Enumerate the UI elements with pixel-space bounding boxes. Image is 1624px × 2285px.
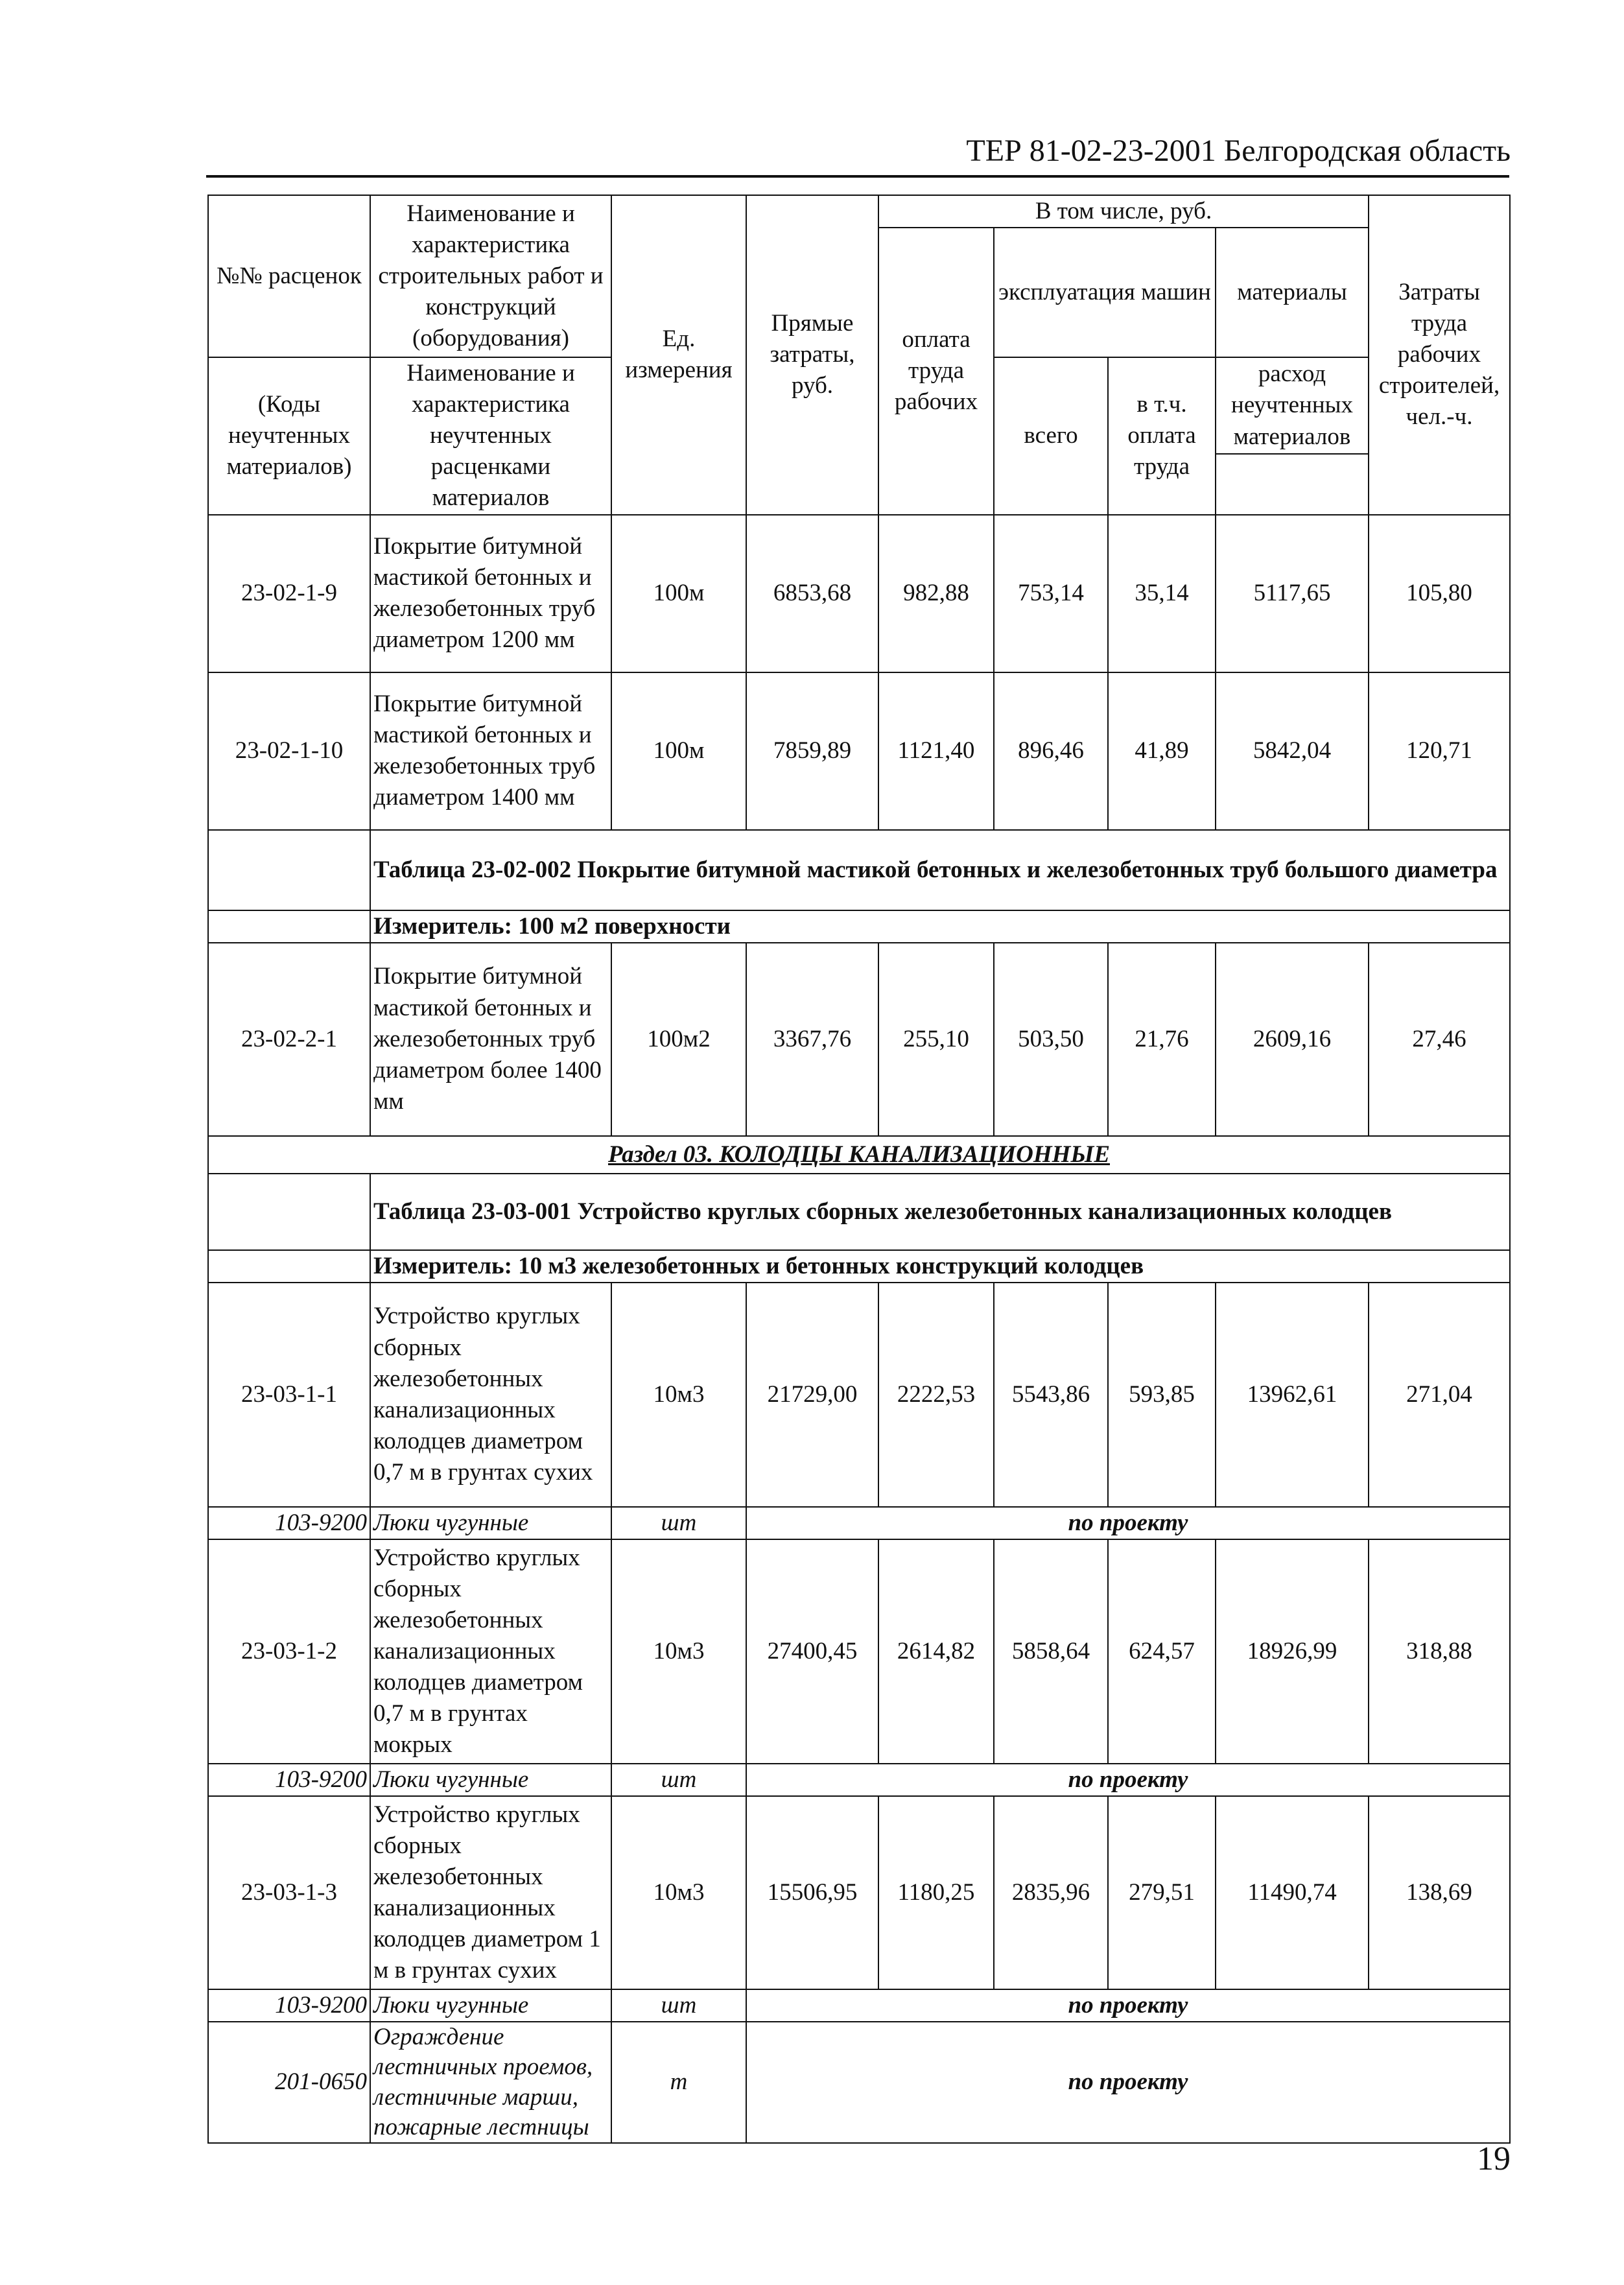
rate-name: Покрытие битумной мастикой бетонных и железобетонных труб диаметром более 1400 мм <box>370 943 611 1136</box>
material-name: Ограждение лестничных проемов, лестничные марши, пожарные лестницы <box>370 2022 611 2143</box>
rate-code: 23-02-1-10 <box>208 672 370 830</box>
rate-labor: 271,04 <box>1369 1283 1510 1507</box>
col-machines-wages-header: в т.ч. оплата труда <box>1108 357 1216 514</box>
table-title: Таблица 23-03-001 Устройство круглых сборных железобетонных канализационных колодцев <box>370 1174 1510 1250</box>
col-machines-total-header: всего <box>994 357 1108 514</box>
rate-unit: 10м3 <box>611 1796 746 1989</box>
material-code: 103-9200 <box>208 1989 370 2022</box>
rate-labor: 138,69 <box>1369 1796 1510 1989</box>
rate-name: Устройство круглых сборных железобетонных канализационных колодцев диаметром 0,7 м в грунтах мокрых <box>370 1539 611 1764</box>
meter-row <box>208 910 1510 943</box>
rate-materials: 5117,65 <box>1216 515 1369 672</box>
col-code-sub-header: (Коды неучтенных материалов) <box>208 357 370 514</box>
table-row <box>208 515 1510 672</box>
rate-machines: 2835,96 <box>994 1796 1108 1989</box>
table-row <box>208 1796 1510 1989</box>
empty-cell <box>1216 454 1369 515</box>
rate-machines-wages: 35,14 <box>1108 515 1216 672</box>
header-rule <box>206 175 1509 178</box>
rate-unit: 100м2 <box>611 943 746 1136</box>
rates-table <box>207 195 1511 2144</box>
rate-machines-wages: 593,85 <box>1108 1283 1216 1507</box>
col-wages-header: оплата труда рабочих <box>878 228 994 514</box>
rate-labor: 120,71 <box>1369 672 1510 830</box>
meter-row <box>208 1250 1510 1283</box>
table-title: Таблица 23-02-002 Покрытие битумной мастикой бетонных и железобетонных труб большого диаметра <box>370 830 1510 910</box>
rate-machines: 503,50 <box>994 943 1108 1136</box>
empty-cell <box>208 1174 370 1250</box>
rate-machines-wages: 21,76 <box>1108 943 1216 1136</box>
material-name: Люки чугунные <box>370 1507 611 1539</box>
rate-wages: 982,88 <box>878 515 994 672</box>
rate-materials: 13962,61 <box>1216 1283 1369 1507</box>
col-incl-header: В том числе, руб. <box>878 195 1369 228</box>
rate-direct: 21729,00 <box>746 1283 878 1507</box>
material-value: по проекту <box>746 1764 1510 1796</box>
material-name: Люки чугунные <box>370 1989 611 2022</box>
rate-name: Устройство круглых сборных железобетонных канализационных колодцев диаметром 0,7 м в грунтах сухих <box>370 1283 611 1507</box>
table-row <box>208 1539 1510 1764</box>
col-name-sub-header: Наименование и характеристика неучтенных расценками материалов <box>370 357 611 514</box>
table-header-row <box>208 195 1510 228</box>
material-name: Люки чугунные <box>370 1764 611 1796</box>
rate-unit: 100м <box>611 672 746 830</box>
material-code: 103-9200 <box>208 1507 370 1539</box>
col-code-header: №№ расценок <box>208 195 370 357</box>
material-row <box>208 1764 1510 1796</box>
rate-machines: 5543,86 <box>994 1283 1108 1507</box>
rate-code: 23-03-1-2 <box>208 1539 370 1764</box>
rate-direct: 7859,89 <box>746 672 878 830</box>
rate-name: Покрытие битумной мастикой бетонных и железобетонных труб диаметром 1400 мм <box>370 672 611 830</box>
rate-unit: 10м3 <box>611 1283 746 1507</box>
material-unit: т <box>611 2022 746 2143</box>
rate-machines: 753,14 <box>994 515 1108 672</box>
col-materials-sub-header: расход неучтенных материалов <box>1216 357 1369 454</box>
empty-cell <box>208 1250 370 1283</box>
col-materials-header: материалы <box>1216 228 1369 357</box>
material-code: 201-0650 <box>208 2022 370 2143</box>
rate-wages: 2222,53 <box>878 1283 994 1507</box>
rate-wages: 2614,82 <box>878 1539 994 1764</box>
rate-direct: 3367,76 <box>746 943 878 1136</box>
empty-cell <box>208 830 370 910</box>
col-labor-header: Затраты труда рабочих строителей, чел.-ч. <box>1369 195 1510 515</box>
table-row <box>208 672 1510 830</box>
material-row <box>208 2022 1510 2143</box>
rate-direct: 27400,45 <box>746 1539 878 1764</box>
empty-cell <box>208 910 370 943</box>
table-meter: Измеритель: 100 м2 поверхности <box>370 910 1510 943</box>
table-row <box>208 1283 1510 1507</box>
rate-code: 23-02-1-9 <box>208 515 370 672</box>
rate-code: 23-02-2-1 <box>208 943 370 1136</box>
table-meter: Измеритель: 10 м3 железобетонных и бетонных конструкций колодцев <box>370 1250 1510 1283</box>
rate-code: 23-03-1-3 <box>208 1796 370 1989</box>
rate-wages: 1121,40 <box>878 672 994 830</box>
material-value: по проекту <box>746 1989 1510 2022</box>
rate-machines-wages: 279,51 <box>1108 1796 1216 1989</box>
rate-unit: 10м3 <box>611 1539 746 1764</box>
rate-wages: 1180,25 <box>878 1796 994 1989</box>
section-title: Раздел 03. КОЛОДЦЫ КАНАЛИЗАЦИОННЫЕ <box>208 1136 1510 1174</box>
rate-materials: 5842,04 <box>1216 672 1369 830</box>
material-value: по проекту <box>746 1507 1510 1539</box>
document-header: ТЕР 81-02-23-2001 Белгородская область <box>966 134 1511 168</box>
rate-labor: 105,80 <box>1369 515 1510 672</box>
rate-wages: 255,10 <box>878 943 994 1136</box>
rate-name: Покрытие битумной мастикой бетонных и железобетонных труб диаметром 1200 мм <box>370 515 611 672</box>
rate-labor: 27,46 <box>1369 943 1510 1136</box>
col-unit-header: Ед. измерения <box>611 195 746 515</box>
table-row <box>208 943 1510 1136</box>
rate-machines: 896,46 <box>994 672 1108 830</box>
page-number: 19 <box>1477 2140 1511 2177</box>
table-title-row <box>208 830 1510 910</box>
rate-labor: 318,88 <box>1369 1539 1510 1764</box>
rate-machines: 5858,64 <box>994 1539 1108 1764</box>
material-unit: шт <box>611 1989 746 2022</box>
rate-materials: 11490,74 <box>1216 1796 1369 1989</box>
material-unit: шт <box>611 1764 746 1796</box>
material-value: по проекту <box>746 2022 1510 2143</box>
material-unit: шт <box>611 1507 746 1539</box>
material-row <box>208 1507 1510 1539</box>
rate-code: 23-03-1-1 <box>208 1283 370 1507</box>
rate-unit: 100м <box>611 515 746 672</box>
rate-direct: 15506,95 <box>746 1796 878 1989</box>
rate-machines-wages: 41,89 <box>1108 672 1216 830</box>
col-direct-header: Прямые затраты, руб. <box>746 195 878 515</box>
material-row <box>208 1989 1510 2022</box>
rate-direct: 6853,68 <box>746 515 878 672</box>
table-title-row <box>208 1174 1510 1250</box>
section-row <box>208 1136 1510 1174</box>
rate-machines-wages: 624,57 <box>1108 1539 1216 1764</box>
rate-materials: 2609,16 <box>1216 943 1369 1136</box>
material-code: 103-9200 <box>208 1764 370 1796</box>
rate-materials: 18926,99 <box>1216 1539 1369 1764</box>
col-name-header: Наименование и характеристика строительных работ и конструкций (оборудования) <box>370 195 611 357</box>
col-machines-header: эксплуатация машин <box>994 228 1216 357</box>
rate-name: Устройство круглых сборных железобетонных канализационных колодцев диаметром 1 м в грунтах сухих <box>370 1796 611 1989</box>
